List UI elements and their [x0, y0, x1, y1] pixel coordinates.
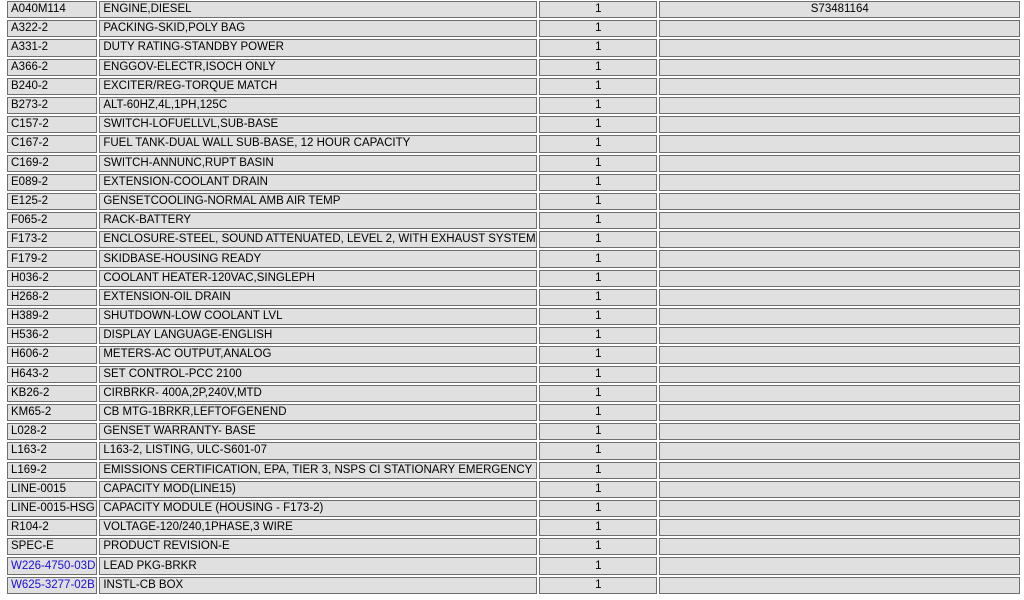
- quantity-cell: 1: [539, 577, 656, 594]
- quantity-cell: 1: [539, 519, 656, 536]
- table-row: [7, 577, 1020, 594]
- quantity-cell: 1: [539, 20, 656, 37]
- table-row: [7, 481, 1020, 498]
- part-description-cell: ENGINE,DIESEL: [99, 1, 537, 18]
- serial-number-cell: [659, 442, 1020, 459]
- serial-number-cell: [659, 519, 1020, 536]
- table-row: [7, 308, 1020, 325]
- table-row: [7, 59, 1020, 76]
- serial-number-cell: [659, 78, 1020, 95]
- part-description-cell: COOLANT HEATER-120VAC,SINGLEPH: [99, 270, 537, 287]
- quantity-cell: 1: [539, 250, 656, 267]
- serial-number-cell: [659, 155, 1020, 172]
- quantity-cell: 1: [539, 404, 656, 421]
- parts-table-body: [7, 1, 1020, 594]
- serial-number-cell: [659, 346, 1020, 363]
- serial-number-cell: [659, 308, 1020, 325]
- part-code-cell: LINE-0015: [7, 481, 97, 498]
- part-description-cell: SKIDBASE-HOUSING READY: [99, 250, 537, 267]
- table-row: [7, 442, 1020, 459]
- serial-number-cell: [659, 59, 1020, 76]
- part-code-cell: LINE-0015-HSG: [7, 500, 97, 517]
- quantity-cell: 1: [539, 538, 656, 555]
- table-row: [7, 462, 1020, 479]
- part-description-cell: VOLTAGE-120/240,1PHASE,3 WIRE: [99, 519, 537, 536]
- quantity-cell: 1: [539, 346, 656, 363]
- table-row: [7, 366, 1020, 383]
- part-code-cell: R104-2: [7, 519, 97, 536]
- table-row: [7, 346, 1020, 363]
- part-description-cell: EXCITER/REG-TORQUE MATCH: [99, 78, 537, 95]
- part-code-cell: H536-2: [7, 327, 97, 344]
- table-row: [7, 519, 1020, 536]
- part-code-cell: F179-2: [7, 250, 97, 267]
- part-description-cell: ENCLOSURE-STEEL, SOUND ATTENUATED, LEVEL 2, WITH EXHAUST SYSTEM: [99, 231, 537, 248]
- part-description-cell: L163-2, LISTING, ULC-S601-07: [99, 442, 537, 459]
- table-row: [7, 250, 1020, 267]
- part-description-cell: CB MTG-1BRKR,LEFTOFGENEND: [99, 404, 537, 421]
- serial-number-cell: [659, 462, 1020, 479]
- serial-number-cell: [659, 270, 1020, 287]
- part-code-cell: KM65-2: [7, 404, 97, 421]
- serial-number-cell: [659, 404, 1020, 421]
- serial-number-cell: [659, 538, 1020, 555]
- part-description-cell: CIRBRKR- 400A,2P,240V,MTD: [99, 385, 537, 402]
- quantity-cell: 1: [539, 308, 656, 325]
- serial-number-cell: [659, 174, 1020, 191]
- quantity-cell: 1: [539, 78, 656, 95]
- quantity-cell: 1: [539, 462, 656, 479]
- table-row: [7, 404, 1020, 421]
- serial-number-cell: [659, 500, 1020, 517]
- part-code-link[interactable]: W625-3277-02B: [11, 578, 95, 591]
- part-code-cell: E125-2: [7, 193, 97, 210]
- part-code-cell: E089-2: [7, 174, 97, 191]
- part-description-cell: PRODUCT REVISION-E: [99, 538, 537, 555]
- serial-number-cell: [659, 20, 1020, 37]
- part-description-cell: METERS-AC OUTPUT,ANALOG: [99, 346, 537, 363]
- part-code-cell: [7, 557, 97, 574]
- serial-number-cell: [659, 481, 1020, 498]
- serial-number-cell: [659, 577, 1020, 594]
- part-description-cell: EMISSIONS CERTIFICATION, EPA, TIER 3, NSPS CI STATIONARY EMERGENCY: [99, 462, 537, 479]
- table-row: [7, 39, 1020, 56]
- serial-number-cell: [659, 327, 1020, 344]
- part-description-cell: SET CONTROL-PCC 2100: [99, 366, 537, 383]
- part-code-cell: SPEC-E: [7, 538, 97, 555]
- table-row: [7, 20, 1020, 37]
- table-row: [7, 500, 1020, 517]
- part-code-cell: KB26-2: [7, 385, 97, 402]
- serial-number-cell: [659, 423, 1020, 440]
- table-row: [7, 97, 1020, 114]
- part-code-link[interactable]: W226-4750-03D: [11, 559, 96, 572]
- table-row: [7, 116, 1020, 133]
- part-description-cell: CAPACITY MODULE (HOUSING - F173-2): [99, 500, 537, 517]
- serial-number-cell: [659, 193, 1020, 210]
- parts-table: [5, 0, 1022, 596]
- part-code-cell: A366-2: [7, 59, 97, 76]
- serial-number-cell: [659, 39, 1020, 56]
- quantity-cell: 1: [539, 155, 656, 172]
- part-code-cell: H606-2: [7, 346, 97, 363]
- part-description-cell: DISPLAY LANGUAGE-ENGLISH: [99, 327, 537, 344]
- table-row: [7, 557, 1020, 574]
- quantity-cell: 1: [539, 385, 656, 402]
- part-description-cell: INSTL-CB BOX: [99, 577, 537, 594]
- part-description-cell: ENGGOV-ELECTR,ISOCH ONLY: [99, 59, 537, 76]
- part-code-cell: C167-2: [7, 135, 97, 152]
- part-description-cell: ALT-60HZ,4L,1PH,125C: [99, 97, 537, 114]
- quantity-cell: 1: [539, 135, 656, 152]
- serial-number-cell: [659, 116, 1020, 133]
- quantity-cell: 1: [539, 174, 656, 191]
- part-code-cell: H643-2: [7, 366, 97, 383]
- part-description-cell: SWITCH-ANNUNC,RUPT BASIN: [99, 155, 537, 172]
- quantity-cell: 1: [539, 500, 656, 517]
- part-code-cell: A331-2: [7, 39, 97, 56]
- table-row: [7, 289, 1020, 306]
- part-code-cell: B273-2: [7, 97, 97, 114]
- serial-number-cell: [659, 97, 1020, 114]
- table-row: [7, 385, 1020, 402]
- part-code-cell: F065-2: [7, 212, 97, 229]
- quantity-cell: 1: [539, 289, 656, 306]
- part-description-cell: EXTENSION-OIL DRAIN: [99, 289, 537, 306]
- part-description-cell: RACK-BATTERY: [99, 212, 537, 229]
- part-code-cell: H389-2: [7, 308, 97, 325]
- serial-number-cell: [659, 385, 1020, 402]
- table-row: [7, 193, 1020, 210]
- serial-number-cell: [659, 250, 1020, 267]
- quantity-cell: 1: [539, 327, 656, 344]
- part-code-cell: F173-2: [7, 231, 97, 248]
- part-code-cell: L028-2: [7, 423, 97, 440]
- table-row: [7, 423, 1020, 440]
- table-row: [7, 1, 1020, 18]
- serial-number-cell: [659, 135, 1020, 152]
- table-row: [7, 155, 1020, 172]
- part-description-cell: FUEL TANK-DUAL WALL SUB-BASE, 12 HOUR CAPACITY: [99, 135, 537, 152]
- quantity-cell: 1: [539, 116, 656, 133]
- part-description-cell: GENSET WARRANTY- BASE: [99, 423, 537, 440]
- part-description-cell: GENSETCOOLING-NORMAL AMB AIR TEMP: [99, 193, 537, 210]
- serial-number-cell: [659, 557, 1020, 574]
- serial-number-cell: [659, 289, 1020, 306]
- table-row: [7, 270, 1020, 287]
- table-row: [7, 212, 1020, 229]
- quantity-cell: 1: [539, 1, 656, 18]
- serial-number-cell: S73481164: [659, 1, 1020, 18]
- quantity-cell: 1: [539, 39, 656, 56]
- part-code-cell: L163-2: [7, 442, 97, 459]
- quantity-cell: 1: [539, 366, 656, 383]
- part-description-cell: CAPACITY MOD(LINE15): [99, 481, 537, 498]
- quantity-cell: 1: [539, 97, 656, 114]
- table-row: [7, 135, 1020, 152]
- part-description-cell: DUTY RATING-STANDBY POWER: [99, 39, 537, 56]
- quantity-cell: 1: [539, 59, 656, 76]
- serial-number-cell: [659, 366, 1020, 383]
- quantity-cell: 1: [539, 193, 656, 210]
- part-code-cell: C169-2: [7, 155, 97, 172]
- part-description-cell: SHUTDOWN-LOW COOLANT LVL: [99, 308, 537, 325]
- serial-number-cell: [659, 212, 1020, 229]
- quantity-cell: 1: [539, 423, 656, 440]
- table-row: [7, 174, 1020, 191]
- part-code-cell: [7, 577, 97, 594]
- part-code-cell: A040M114: [7, 1, 97, 18]
- serial-number-cell: [659, 231, 1020, 248]
- quantity-cell: 1: [539, 270, 656, 287]
- part-code-cell: H268-2: [7, 289, 97, 306]
- quantity-cell: 1: [539, 442, 656, 459]
- table-row: [7, 327, 1020, 344]
- part-code-cell: H036-2: [7, 270, 97, 287]
- quantity-cell: 1: [539, 231, 656, 248]
- table-row: [7, 231, 1020, 248]
- part-code-cell: L169-2: [7, 462, 97, 479]
- quantity-cell: 1: [539, 481, 656, 498]
- part-code-cell: A322-2: [7, 20, 97, 37]
- part-code-cell: C157-2: [7, 116, 97, 133]
- part-description-cell: PACKING-SKID,POLY BAG: [99, 20, 537, 37]
- part-description-cell: EXTENSION-COOLANT DRAIN: [99, 174, 537, 191]
- part-code-cell: B240-2: [7, 78, 97, 95]
- table-row: [7, 538, 1020, 555]
- part-description-cell: LEAD PKG-BRKR: [99, 557, 537, 574]
- quantity-cell: 1: [539, 557, 656, 574]
- quantity-cell: 1: [539, 212, 656, 229]
- table-row: [7, 78, 1020, 95]
- part-description-cell: SWITCH-LOFUELLVL,SUB-BASE: [99, 116, 537, 133]
